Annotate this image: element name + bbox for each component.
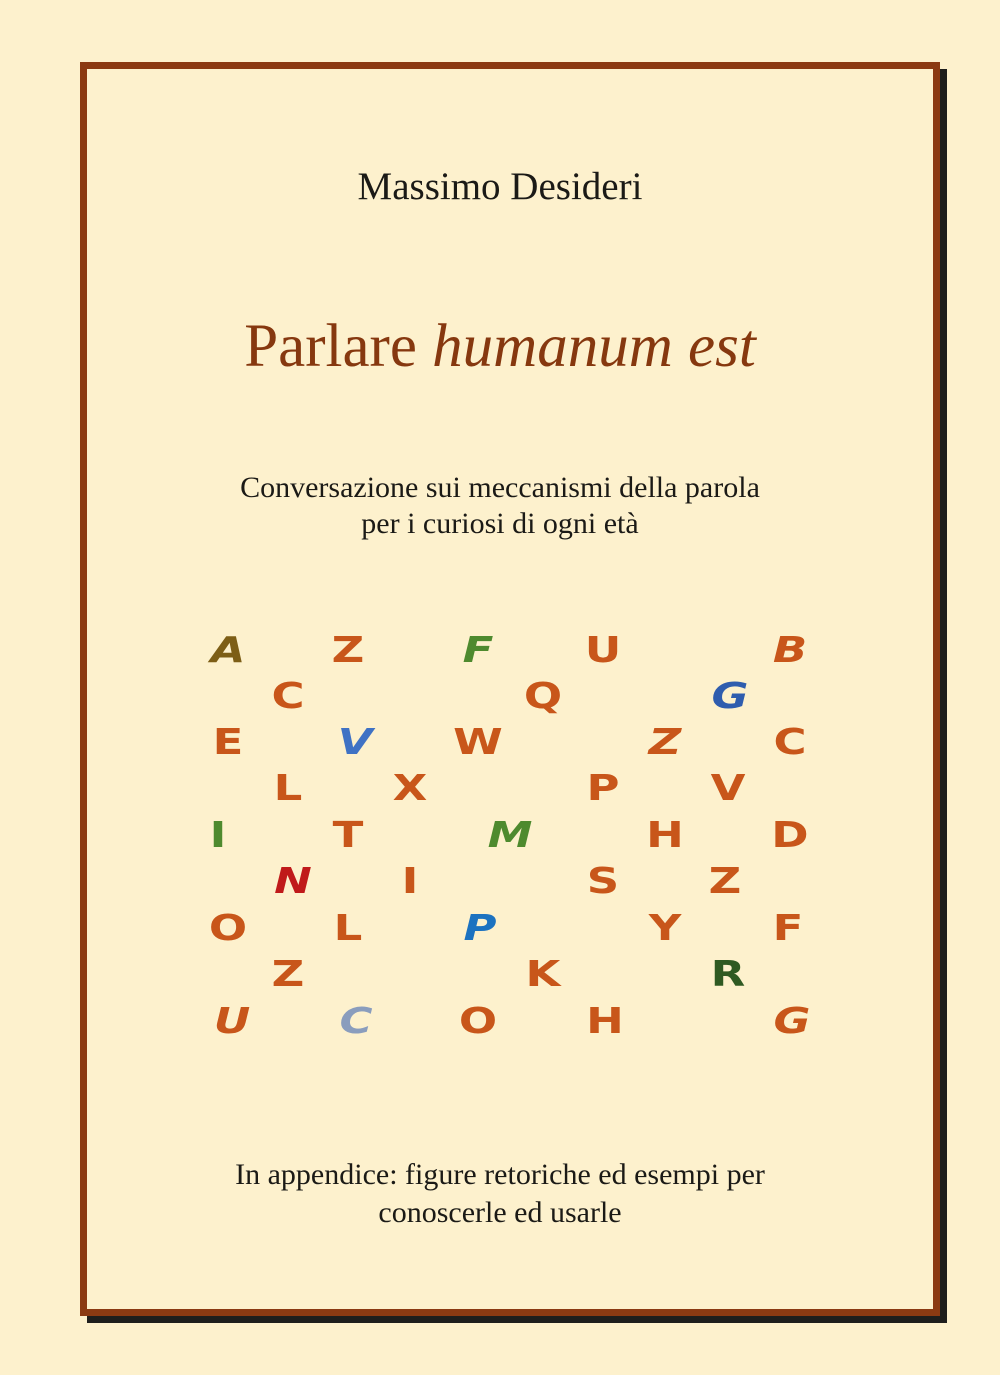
subtitle-line-2: per i curiosi di ogni età (361, 507, 639, 540)
decorative-letter: P (586, 768, 620, 809)
decorative-letter: D (771, 815, 809, 856)
decorative-letter: K (525, 954, 561, 995)
decorative-letter: Z (271, 954, 305, 995)
decorative-letter: H (586, 1001, 624, 1042)
decorative-letter: L (273, 768, 303, 809)
appendix-note (0, 1156, 1000, 1232)
decorative-letter: Z (708, 861, 742, 902)
decorative-letter: C (339, 1001, 373, 1042)
decorative-letter: I (401, 861, 419, 902)
decorative-letter: F (462, 630, 494, 671)
decorative-letter: O (208, 908, 248, 949)
decorative-letter: V (337, 722, 373, 763)
decorative-letter: W (453, 722, 503, 763)
decorative-letter: A (210, 630, 246, 671)
decorative-letter: F (772, 908, 804, 949)
decorative-letter: S (586, 861, 620, 902)
decorative-letter: C (773, 722, 807, 763)
decorative-letter: P (463, 908, 497, 949)
decorative-letter: N (274, 861, 312, 902)
title-italic: humanum est (432, 313, 756, 380)
appendix-line-1: In appendice: figure retoriche ed esempi per (235, 1158, 765, 1191)
decorative-letter: U (213, 1001, 251, 1042)
decorative-letter: G (773, 1001, 811, 1042)
decorative-letter: B (772, 630, 808, 671)
decorative-letter: G (711, 676, 749, 717)
title-plain: Parlare (244, 313, 433, 380)
decorative-letter: C (271, 676, 305, 717)
decorative-letter: Y (648, 908, 682, 949)
decorative-letter: U (584, 630, 622, 671)
decorative-letter: E (212, 722, 244, 763)
decorative-letter: V (710, 768, 746, 809)
decorative-letter: Z (648, 722, 682, 763)
decorative-letter: X (392, 768, 428, 809)
decorative-letter: M (487, 815, 533, 856)
decorative-letter: Z (331, 630, 365, 671)
decorative-letter: O (458, 1001, 498, 1042)
decorative-letter: R (710, 954, 746, 995)
decorative-letter: L (333, 908, 363, 949)
decorative-letter: I (209, 815, 227, 856)
appendix-line-2: conoscerle ed usarle (378, 1196, 622, 1229)
author-name: Massimo Desideri (357, 165, 643, 208)
subtitle-line-1: Conversazione sui meccanismi della parola (240, 471, 760, 504)
decorative-letter: T (332, 815, 364, 856)
decorative-letter: Q (523, 676, 563, 717)
decorative-letter: H (646, 815, 684, 856)
